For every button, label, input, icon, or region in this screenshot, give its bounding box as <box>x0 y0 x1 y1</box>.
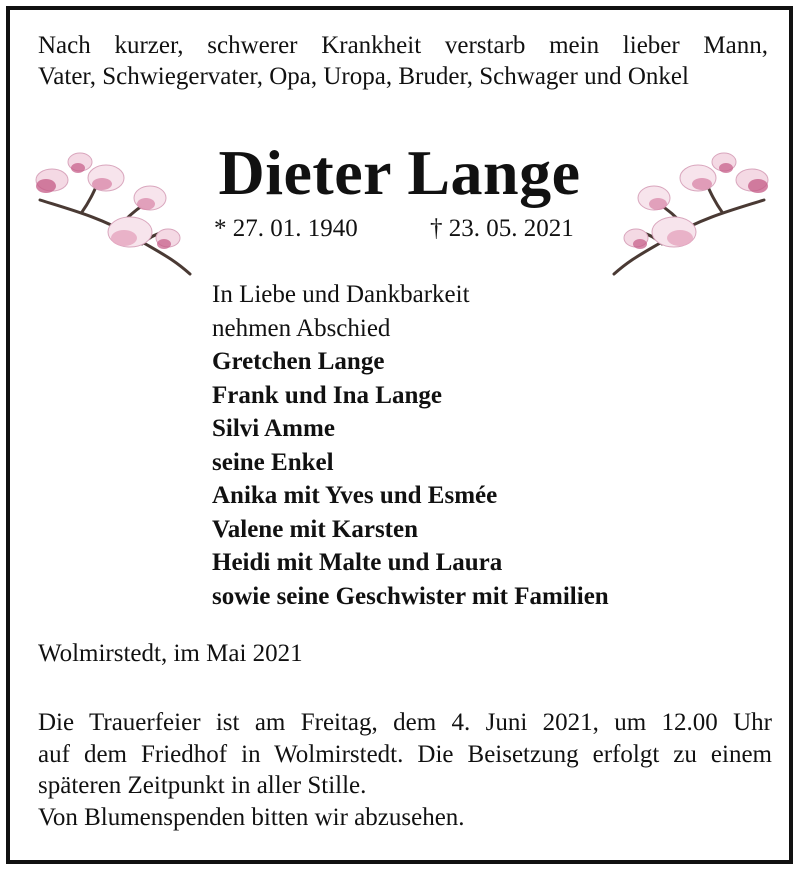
intro-line: Nach kurzer, schwerer Krankheit verstarb mein lieber Mann, <box>38 32 768 59</box>
mourner-name: sowie seine Geschwister mit Familien <box>212 582 609 610</box>
funeral-line: Die Trauerfeier ist am Freitag, dem 4. Juni 2021, um 12.00 Uhr <box>38 709 772 736</box>
mourner-name: Heidi mit Malte und Laura <box>212 549 503 576</box>
farewell-line: nehmen Abschied <box>212 314 391 342</box>
funeral-line: Von Blumenspenden bitten wir abzusehen. <box>38 803 465 831</box>
obituary-notice <box>6 6 793 864</box>
mourners-list <box>212 278 609 613</box>
mourner-name: Silvi Amme <box>212 415 335 442</box>
mourner-name: seine Enkel <box>212 448 334 476</box>
farewell-line: In Liebe und Dankbarkeit <box>212 281 470 308</box>
mourner-name: Gretchen Lange <box>212 348 385 375</box>
death-date: † 23. 05. 2021 <box>430 215 574 242</box>
place-and-date: Wolmirstedt, im Mai 2021 <box>38 640 303 667</box>
funeral-line: späteren Zeitpunkt in aller Stille. <box>38 772 367 799</box>
funeral-line: auf dem Friedhof in Wolmirstedt. Die Beisetzung erfolgt zu einem <box>38 740 772 768</box>
funeral-details <box>38 707 772 833</box>
intro-text <box>38 30 768 92</box>
birth-date: * 27. 01. 1940 <box>214 215 358 242</box>
mourner-name: Valene mit Karsten <box>212 515 418 543</box>
mourner-name: Anika mit Yves und Esmée <box>212 482 498 509</box>
intro-line: Vater, Schwiegervater, Opa, Uropa, Bruder, Schwager und Onkel <box>38 63 689 90</box>
mourner-name: Frank und Ina Lange <box>212 381 442 409</box>
deceased-name: Dieter Lange <box>218 137 581 208</box>
